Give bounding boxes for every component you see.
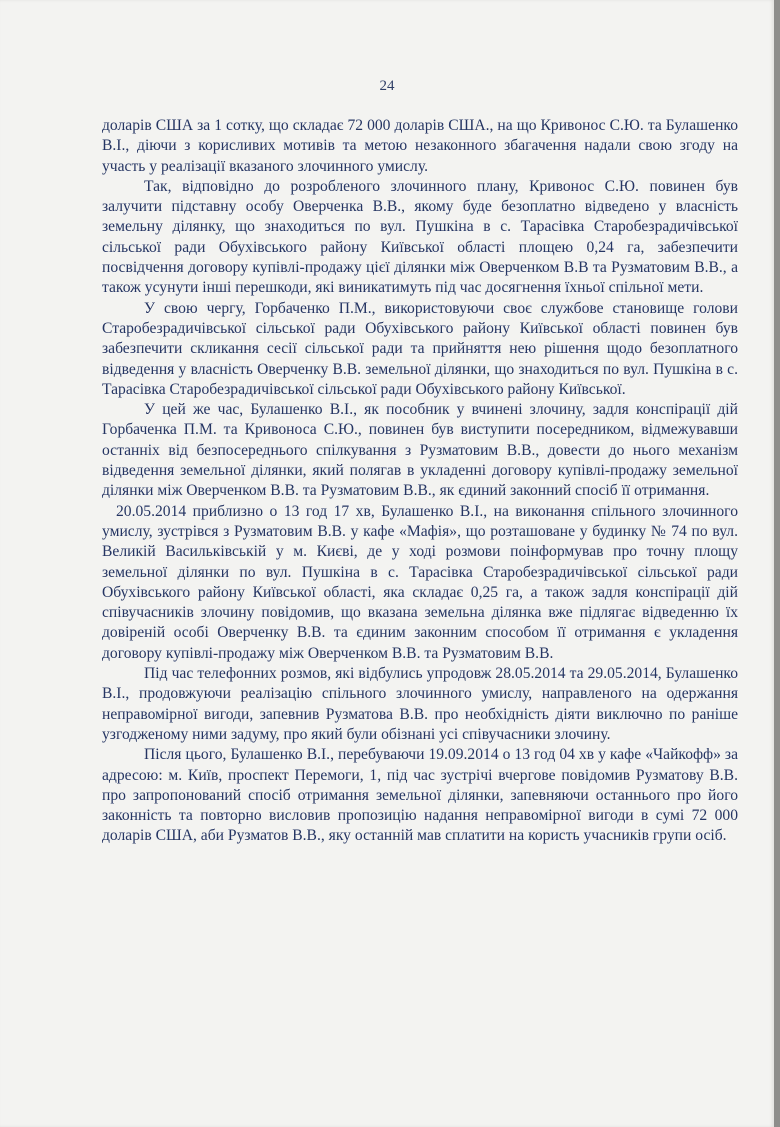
paragraph: 20.05.2014 приблизно о 13 год 17 хв, Булашенко В.І., на виконання спільного злочинного умислу, зустрівся з Рузматовим В.В. у кафе «Мафія», що розташоване у будинку № 74 по вул. Великій Васильківській у м. Києві, де у ході розмови поінформував про точну площу земельної ділянки по вул. Пушкіна в с. Тарасівка Старобезрадичівської сільської ради Обухівського району Київської області, яка складає 0,25 га, а також задля конспірації дій співучасників злочину повідомив, що вказана земельна ділянка вже підлягає відведенню їх довіреній особі Оверченку В.В. та єдиним законним способом її отримання є укладення договору купівлі-продажу між Оверченком В.В. та Рузматовим В.В. bbox=[102, 502, 738, 662]
paragraph: Після цього, Булашенко В.І., перебуваючи 19.09.2014 о 13 год 04 хв у кафе «Чайкофф» за адресою: м. Київ, проспект Перемоги, 1, під час зустрічі вчергове повідомив Рузматову В.В. про запропонований спосіб отримання земельної ділянки, запевняючи останнього про його законність та повторно висловив пропозицію надання неправомірної вигоди в сумі 72 000 доларів США, аби Рузматов В.В., яку останній мав сплатити на користь учасників групи осіб. bbox=[102, 746, 738, 845]
page-number: 24 bbox=[379, 78, 395, 94]
paragraph: У цей же час, Булашенко В.І., як пособник у вчинені злочину, задля конспірації дій Горбаченка П.М. та Кривоноса С.Ю., повинен був виступити посередником, відмежувавши останніх від безпосереднього спілкування з Рузматовим В.В., довести до нього механізм відведення земельної ділянки, який полягав в укладенні договору купівлі-продажу земельної ділянки між Оверченком В.В. та Рузматовим В.В., як єдиний законний спосіб її отримання. bbox=[102, 401, 738, 500]
paragraph: У свою чергу, Горбаченко П.М., використовуючи своє службове становище голови Старобезрадичівської сільської ради Обухівського району Київської області повинен був забезпечити скликання сесії сільської ради та прийняття нею рішення щодо безоплатного відведення у власність Оверченку В.В. земельної ділянки, що знаходиться по вул. Пушкіна в с. Тарасівка Старобезрадичівської сільської ради Обухівського району Київської. bbox=[102, 299, 738, 398]
document-body bbox=[102, 116, 738, 847]
paragraph: Так, відповідно до розробленого злочинного плану, Кривонос С.Ю. повинен був залучити підставну особу Оверченка В.В., якому буде безоплатно відведено у власність земельну ділянку, що знаходиться по вул. Пушкіна в с. Тарасівка Старобезрадичівської сільської ради Обухівського району Київської області площею 0,24 га, забезпечити посвідчення договору купівлі-продажу цієї ділянки між Оверченком В.В та Рузматовим В.В., а також усунути інші перешкоди, які виникатимуть під час досягнення їхньої спільної мети. bbox=[102, 177, 738, 297]
paragraph: Під час телефонних розмов, які відбулись упродовж 28.05.2014 та 29.05.2014, Булашенко В.І., продовжуючи реалізацію спільного злочинного умислу, направленого на одержання неправомірної вигоди, запевнив Рузматова В.В. про необхідність діяти виключно по раніше узгодженому ними задуму, про який були обізнані усі співучасники злочину. bbox=[102, 665, 738, 743]
paragraph: доларів США за 1 сотку, що складає 72 000 доларів США., на що Кривонос С.Ю. та Булашенко В.І., діючи з корисливих мотивів та метою незаконного збагачення надали свою згоду на участь у реалізації вказаного злочинного умислу. bbox=[102, 117, 738, 175]
